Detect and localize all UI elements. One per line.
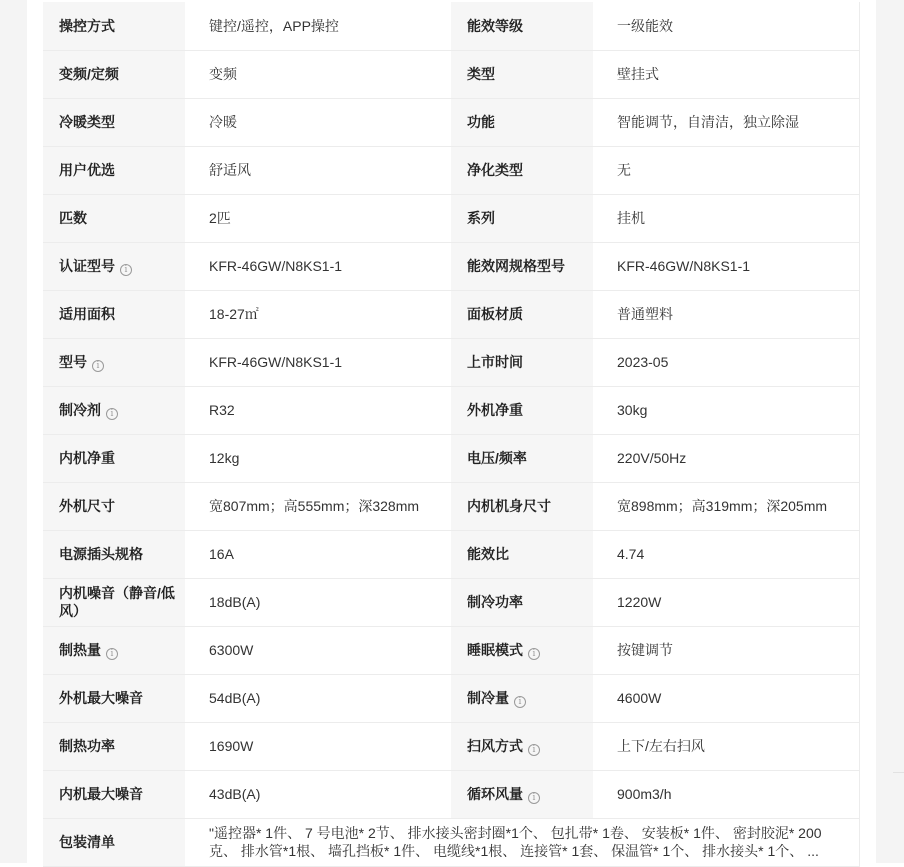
spec-value-cell [185, 146, 451, 194]
spec-label: 内机噪音（静音/低风） [59, 585, 175, 619]
spec-value: 壁挂式 [617, 66, 659, 82]
spec-label: 匹数 [59, 210, 87, 226]
spec-row [43, 386, 859, 434]
spec-value: 900m3/h [617, 786, 672, 802]
spec-value-cell [185, 242, 451, 290]
spec-value-cell [593, 194, 859, 242]
spec-value: 1690W [209, 738, 254, 754]
spec-label: 净化类型 [467, 162, 523, 178]
spec-row [43, 338, 859, 386]
spec-value: 1220W [617, 594, 662, 610]
spec-label-cell [451, 194, 593, 242]
info-circle-icon[interactable]: i [514, 696, 526, 708]
spec-label: 系列 [467, 210, 495, 226]
spec-value: 变频 [209, 66, 237, 82]
spec-value: KFR-46GW/N8KS1-1 [209, 258, 343, 274]
spec-label: 操控方式 [59, 17, 115, 34]
spec-label-cell [451, 674, 593, 722]
spec-label: 睡眠模式 [467, 641, 523, 658]
spec-value-cell [593, 242, 859, 290]
spec-row [43, 242, 859, 290]
spec-value: KFR-46GW/N8KS1-1 [209, 354, 343, 370]
spec-value: 2匹 [209, 210, 231, 226]
spec-value-cell [593, 578, 859, 626]
spec-value: KFR-46GW/N8KS1-1 [617, 258, 751, 274]
right-gutter-divider [893, 772, 904, 773]
spec-label: 用户优选 [59, 162, 115, 178]
spec-label: 认证型号 [59, 257, 115, 274]
spec-value: 智能调节，自清洁，独立除湿 [617, 114, 799, 130]
spec-label: 循环风量 [467, 785, 523, 802]
spec-label: 制热功率 [59, 738, 115, 754]
spec-label: 扫风方式 [467, 737, 523, 754]
spec-label-cell [43, 2, 185, 50]
spec-value: 4.74 [617, 546, 645, 562]
spec-label: 电源插头规格 [59, 546, 143, 562]
spec-table [43, 2, 860, 867]
spec-value-cell [185, 626, 451, 674]
spec-label: 冷暖类型 [59, 114, 115, 130]
spec-value-cell [185, 674, 451, 722]
spec-row [43, 770, 859, 818]
spec-label-cell [43, 146, 185, 194]
spec-value: 4600W [617, 690, 662, 706]
spec-value: 舒适风 [209, 162, 251, 178]
spec-value: 无 [617, 162, 631, 178]
spec-label: 类型 [467, 66, 495, 82]
spec-value: 6300W [209, 642, 254, 658]
spec-label-cell [451, 98, 593, 146]
info-circle-icon[interactable]: i [106, 408, 118, 420]
spec-label-cell [451, 386, 593, 434]
spec-label-cell [43, 770, 185, 818]
spec-label-cell [43, 530, 185, 578]
spec-value-package [185, 818, 859, 866]
spec-label: 制冷量 [467, 689, 509, 706]
spec-value-cell [185, 482, 451, 530]
spec-row [43, 722, 859, 770]
spec-value-cell [593, 674, 859, 722]
spec-value: 挂机 [617, 210, 645, 226]
spec-value-cell [185, 578, 451, 626]
spec-row [43, 98, 859, 146]
spec-value-cell [593, 530, 859, 578]
spec-value-cell [185, 338, 451, 386]
spec-label-cell [451, 722, 593, 770]
spec-label-cell [43, 386, 185, 434]
spec-value-cell [185, 434, 451, 482]
spec-row [43, 674, 859, 722]
spec-value-cell [593, 434, 859, 482]
info-circle-icon[interactable]: i [528, 792, 540, 804]
spec-value-cell [185, 770, 451, 818]
spec-label-cell [43, 242, 185, 290]
spec-value-cell [593, 386, 859, 434]
spec-value: 18-27㎡ [209, 306, 259, 322]
spec-value-cell [185, 2, 451, 50]
spec-value: 冷暖 [209, 114, 237, 130]
spec-value-cell [185, 98, 451, 146]
spec-value: 按键调节 [617, 642, 673, 658]
spec-value: 220V/50Hz [617, 450, 687, 466]
spec-row [43, 2, 859, 50]
spec-value-cell [185, 50, 451, 98]
spec-value-cell [593, 50, 859, 98]
info-circle-icon[interactable]: i [106, 648, 118, 660]
spec-label-cell [451, 2, 593, 50]
spec-label-cell [451, 626, 593, 674]
spec-label: 内机机身尺寸 [467, 498, 551, 514]
spec-value-cell [185, 386, 451, 434]
spec-row [43, 626, 859, 674]
spec-label: 外机最大噪音 [59, 690, 143, 706]
spec-label: 适用面积 [59, 306, 115, 322]
spec-label-cell [43, 578, 185, 626]
spec-value: 普通塑料 [617, 306, 673, 322]
spec-value-cell [593, 2, 859, 50]
spec-label: 上市时间 [467, 354, 523, 370]
spec-label-cell [451, 338, 593, 386]
spec-label-cell [43, 722, 185, 770]
right-gutter [876, 0, 904, 863]
spec-label-cell [43, 338, 185, 386]
spec-label-cell [451, 146, 593, 194]
spec-value: 上下/左右扫风 [617, 738, 705, 754]
spec-value-cell [185, 530, 451, 578]
spec-value: 43dB(A) [209, 786, 261, 802]
spec-label-cell [451, 290, 593, 338]
spec-value-cell [185, 722, 451, 770]
spec-value-cell [593, 482, 859, 530]
spec-value-cell [593, 722, 859, 770]
spec-value: 宽898mm；高319mm；深205mm [617, 498, 828, 514]
spec-row [43, 578, 859, 626]
spec-label: 外机净重 [467, 402, 523, 418]
spec-value: 一级能效 [617, 17, 673, 34]
spec-label-cell [43, 482, 185, 530]
spec-label-cell [451, 50, 593, 98]
spec-value: 54dB(A) [209, 690, 261, 706]
info-circle-icon[interactable]: i [120, 264, 132, 276]
spec-label-cell [43, 50, 185, 98]
spec-label-cell [451, 242, 593, 290]
spec-label: 能效网规格型号 [467, 258, 565, 274]
spec-value-cell [593, 146, 859, 194]
spec-label-cell [43, 674, 185, 722]
spec-label: 电压/频率 [467, 450, 527, 466]
spec-label-cell [451, 770, 593, 818]
spec-label: 变频/定频 [59, 66, 119, 82]
spec-label: 功能 [467, 114, 495, 130]
spec-row [43, 482, 859, 530]
package-contents: "遥控器* 1件、 7 号电池* 2节、 排水接头密封圈*1个、 包扎带* 1卷、 安装板* 1件、 密封胶泥* 200克、 排水管*1根、 墙孔挡板* 1件、 电缆线*1根、 连接管* 1套、 保温管* 1个、 排水接头* 1个、 ... [209, 825, 822, 859]
spec-value: 16A [209, 546, 234, 562]
info-circle-icon[interactable]: i [92, 360, 104, 372]
info-circle-icon[interactable]: i [528, 744, 540, 756]
spec-value-cell [593, 290, 859, 338]
spec-row [43, 50, 859, 98]
spec-label: 能效比 [467, 546, 509, 562]
spec-label: 面板材质 [467, 306, 523, 322]
spec-value: 12kg [209, 450, 240, 466]
spec-label-cell [43, 434, 185, 482]
spec-value-cell [185, 290, 451, 338]
spec-row [43, 194, 859, 242]
spec-label: 制冷剂 [59, 401, 101, 418]
left-gutter [0, 0, 27, 863]
spec-label: 制冷功率 [467, 594, 523, 610]
spec-label-cell [43, 290, 185, 338]
spec-label: 制热量 [59, 641, 101, 658]
spec-label: 内机最大噪音 [59, 786, 143, 802]
spec-label-cell [43, 194, 185, 242]
spec-value-cell [593, 770, 859, 818]
info-circle-icon[interactable]: i [528, 648, 540, 660]
spec-table-body [43, 2, 859, 866]
spec-row [43, 434, 859, 482]
spec-value-cell [185, 194, 451, 242]
spec-value: 键控/遥控，APP操控 [209, 17, 339, 34]
spec-row [43, 530, 859, 578]
spec-value: 30kg [617, 402, 648, 418]
spec-row [43, 146, 859, 194]
spec-label-cell [451, 578, 593, 626]
spec-value-cell [593, 98, 859, 146]
spec-value-cell [593, 338, 859, 386]
spec-value: R32 [209, 402, 235, 418]
spec-row [43, 290, 859, 338]
spec-label: 内机净重 [59, 450, 115, 466]
spec-value: 2023-05 [617, 354, 669, 370]
spec-value: 宽807mm；高555mm；深328mm [209, 498, 420, 514]
spec-value: 18dB(A) [209, 594, 261, 610]
spec-label-cell [43, 626, 185, 674]
spec-label: 能效等级 [467, 17, 523, 34]
spec-label-cell [43, 98, 185, 146]
spec-label-cell [451, 434, 593, 482]
spec-label: 型号 [59, 353, 87, 370]
spec-label-cell [451, 530, 593, 578]
spec-label: 外机尺寸 [59, 498, 115, 514]
spec-value-cell [593, 626, 859, 674]
package-row [43, 818, 859, 866]
spec-label-cell [451, 482, 593, 530]
spec-label-package: 包装清单 [43, 818, 185, 866]
